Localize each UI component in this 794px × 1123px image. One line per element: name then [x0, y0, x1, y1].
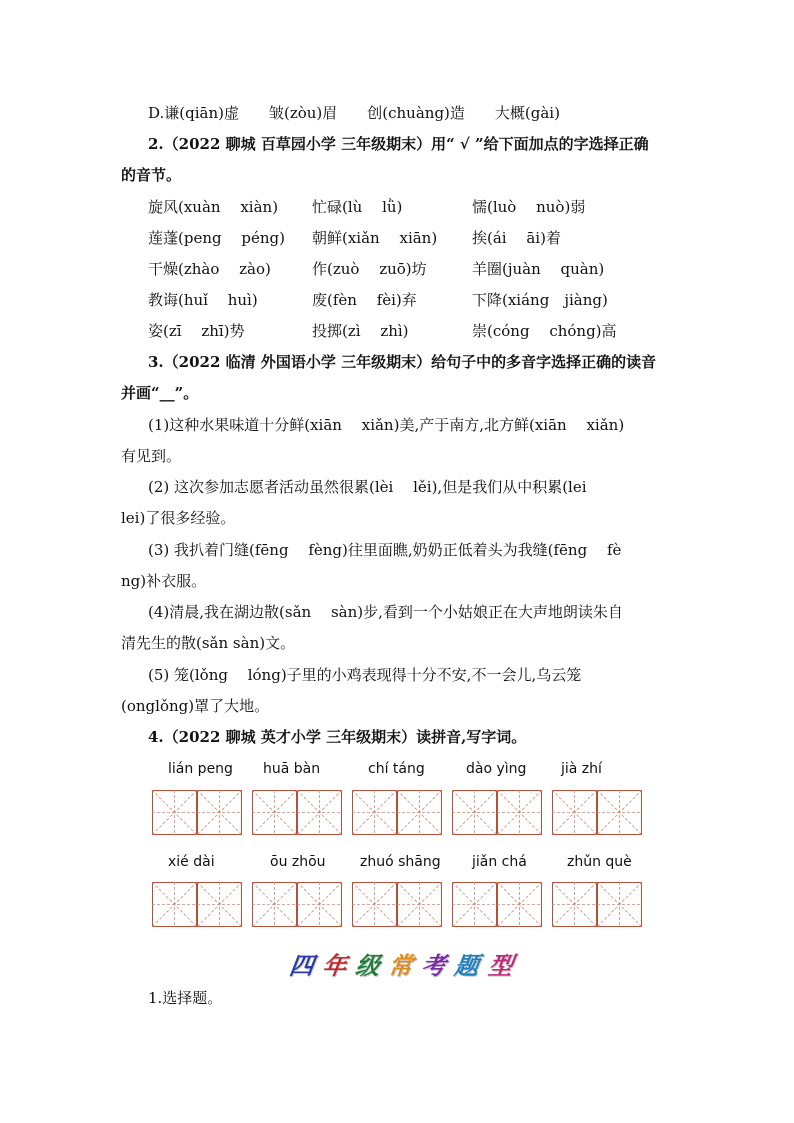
q3-line-2: 有见到。: [121, 447, 182, 465]
pinyin-1-3: chí táng: [368, 761, 425, 777]
q3-line-3: (2) 这次参加志愿者活动虽然很累(lèi lěi),但是我们从中积累(lei: [148, 478, 587, 496]
grid-cell[interactable]: [197, 882, 242, 927]
writing-grid-row-2: [152, 882, 647, 928]
pinyin-2-1: xié dài: [168, 854, 215, 870]
q2-r5-c2: 投掷(zì zhì): [312, 322, 409, 340]
q2-r3-c1: 干燥(zhào zào): [148, 260, 271, 278]
q2-r1-c1: 旋风(xuàn xiàn): [148, 198, 279, 216]
section-title-grade-four: [287, 946, 520, 980]
section-title-char: 年: [320, 951, 349, 980]
grid-cell[interactable]: [497, 790, 542, 835]
q3-line-1: (1)这种水果味道十分鲜(xiān xiǎn)美,产于南方,北方鲜(xiān xiǎn): [148, 416, 625, 434]
q3-line-8: 清先生的散(sǎn sàn)文。: [121, 634, 296, 652]
grid-cell[interactable]: [452, 882, 497, 927]
q3-line-7: (4)清晨,我在湖边散(sǎn sàn)步,看到一个小姑娘正在大声地朗读朱自: [148, 603, 623, 621]
q2-r5-c1: 姿(zī zhī)势: [148, 322, 245, 340]
q3-title-line1: 3.（2022 临清 外国语小学 三年级期末）给句子中的多音字选择正确的读音: [148, 353, 657, 371]
grid-cell[interactable]: [252, 882, 297, 927]
section-title-char: 四: [287, 951, 316, 980]
pinyin-1-2: huā bàn: [263, 761, 321, 777]
section-title-char: 题: [453, 951, 482, 980]
section-title-char: 级: [353, 951, 382, 980]
pinyin-2-5: zhǔn què: [567, 854, 632, 870]
grid-cell[interactable]: [152, 882, 197, 927]
grid-cell[interactable]: [352, 882, 397, 927]
q2-r5-c3: 崇(cóng chóng)高: [472, 322, 617, 340]
q3-line-6: ng)补衣服。: [121, 572, 207, 590]
q2-r3-c3: 羊圈(juàn quàn): [472, 260, 605, 278]
q2-r4-c2: 废(fèn fèi)弃: [312, 291, 417, 309]
grid-cell[interactable]: [297, 882, 342, 927]
grid-cell[interactable]: [197, 790, 242, 835]
section-title-char: 考: [420, 951, 449, 980]
grid-cell[interactable]: [597, 882, 642, 927]
grid-cell[interactable]: [397, 790, 442, 835]
q2-title-line1: 2.（2022 聊城 百草园小学 三年级期末）用“ √ ”给下面加点的字选择正确: [148, 135, 649, 153]
q2-r2-c3: 挨(ái āi)着: [472, 229, 561, 247]
grid-cell[interactable]: [552, 790, 597, 835]
pinyin-2-3: zhuó shāng: [360, 854, 441, 870]
q2-r3-c2: 作(zuò zuō)坊: [312, 260, 427, 278]
pinyin-2-2: ōu zhōu: [270, 854, 326, 870]
q2-r1-c3: 懦(luò nuò)弱: [472, 198, 586, 216]
q2-r4-c1: 教诲(huǐ huì): [148, 291, 258, 309]
pinyin-1-1: lián peng: [168, 761, 233, 777]
q2-r2-c2: 朝鲜(xiǎn xiān): [312, 229, 438, 247]
grid-cell[interactable]: [152, 790, 197, 835]
section-title-char: 型: [486, 951, 515, 980]
writing-grid-row-1: [152, 790, 647, 836]
q3-line-10: (onglǒng)罩了大地。: [121, 697, 270, 715]
section-title-char: 常: [386, 951, 416, 980]
q3-title-line2: 并画“__”。: [121, 384, 199, 402]
q2-r2-c1: 莲蓬(peng péng): [148, 229, 285, 247]
q3-line-9: (5) 笼(lǒng lóng)子里的小鸡表现得十分不安,不一会儿,乌云笼: [148, 666, 582, 684]
q2-title-line2: 的音节。: [121, 166, 182, 184]
q4-title: 4.（2022 聊城 英才小学 三年级期末）读拼音,写字词。: [148, 728, 527, 746]
q2-r4-c3: 下降(xiáng jiàng): [472, 291, 608, 309]
grid-cell[interactable]: [297, 790, 342, 835]
q2-r1-c2: 忙碌(lù lǜ): [312, 198, 403, 216]
grid-cell[interactable]: [597, 790, 642, 835]
pinyin-1-5: jià zhí: [561, 761, 602, 777]
grid-cell[interactable]: [452, 790, 497, 835]
grid-cell[interactable]: [352, 790, 397, 835]
grid-cell[interactable]: [552, 882, 597, 927]
q3-line-5: (3) 我扒着门缝(fēng fèng)往里面瞧,奶奶正低着头为我缝(fēng fè: [148, 541, 622, 559]
q3-line-4: lei)了很多经验。: [121, 509, 236, 527]
next-question-label: 1.选择题。: [148, 989, 223, 1007]
grid-cell[interactable]: [397, 882, 442, 927]
q1-option-d: D.谦(qiān)虚 皱(zòu)眉 创(chuàng)造 大概(gài): [148, 104, 560, 122]
pinyin-1-4: dào yìng: [466, 761, 527, 777]
pinyin-2-4: jiǎn chá: [472, 854, 527, 870]
grid-cell[interactable]: [252, 790, 297, 835]
grid-cell[interactable]: [497, 882, 542, 927]
